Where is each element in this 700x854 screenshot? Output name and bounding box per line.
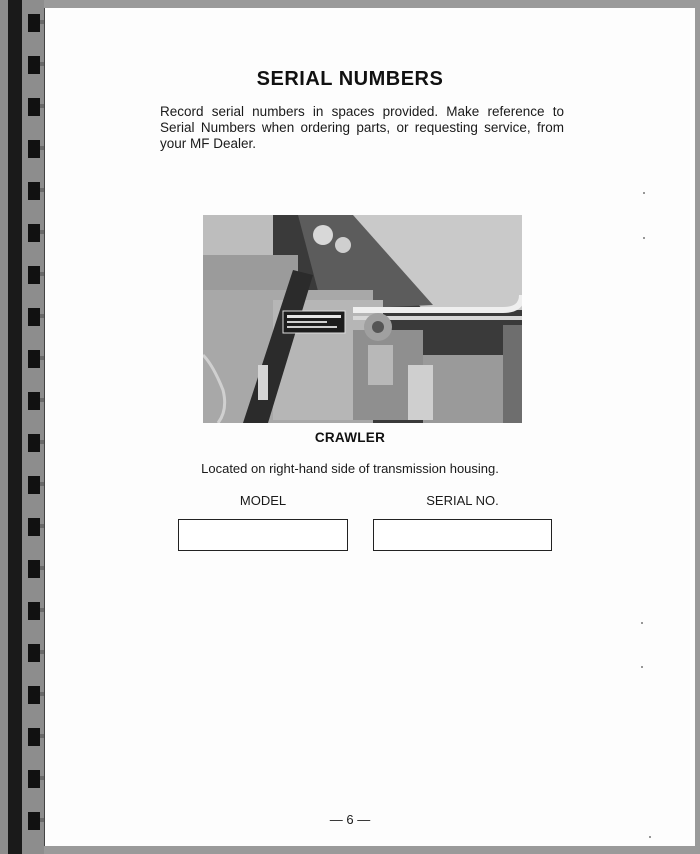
binding-coil [28, 476, 40, 494]
serial-number-label: SERIAL NO. [426, 493, 499, 508]
binding-coil [28, 140, 40, 158]
binding-coil [28, 602, 40, 620]
scan-speck [641, 666, 643, 668]
binding-coil [28, 392, 40, 410]
binding-coil [28, 266, 40, 284]
binding-coil [28, 14, 40, 32]
model-label: MODEL [239, 493, 287, 508]
binding-coil [28, 224, 40, 242]
intro-paragraph: Record serial numbers in spaces provided. Make reference to Serial Numbers when ordering parts, or requesting service, from your MF Dealer. [160, 104, 564, 151]
binding-coil [28, 728, 40, 746]
binding-coil [28, 308, 40, 326]
serial-number-field[interactable] [373, 519, 552, 551]
binding-coil [28, 560, 40, 578]
scan-speck [649, 836, 651, 838]
binding-coil [28, 182, 40, 200]
scan-speck [641, 622, 643, 624]
page-title: SERIAL NUMBERS [256, 68, 444, 90]
binding-coil [28, 686, 40, 704]
crawler-serial-plate-photo [203, 215, 522, 423]
photo-caption: CRAWLER [314, 430, 386, 445]
location-note: Located on right-hand side of transmission housing. [201, 461, 499, 476]
binding-coil [28, 518, 40, 536]
scan-speck [643, 237, 645, 239]
scan-speck [643, 192, 645, 194]
binding-coil [28, 350, 40, 368]
page-number: — 6 — [329, 812, 371, 827]
binding-coil [28, 644, 40, 662]
binding-coil [28, 98, 40, 116]
model-field[interactable] [178, 519, 348, 551]
binding-coil [28, 770, 40, 788]
